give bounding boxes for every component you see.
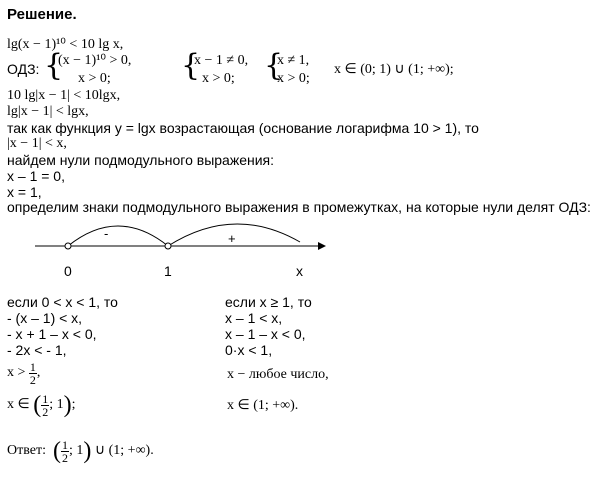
odz-system-1-line-2: x > 0; — [78, 71, 111, 86]
step-2: lg|x − 1| < lgx, — [7, 104, 89, 119]
sign-left: - — [104, 226, 109, 241]
fraction-denominator: 2 — [29, 372, 36, 387]
fraction-half — [29, 361, 37, 386]
function-text: так как функция y = lgx возрастающая (основание логарифма 10 > 1), то — [7, 120, 479, 136]
odz-system-1-line-1: (x − 1)¹⁰ > 0, — [58, 53, 132, 68]
system-brace-2: { — [181, 48, 201, 83]
case-left-line-3: - 2x < - 1, — [7, 342, 67, 358]
answer-line — [7, 433, 154, 469]
odz-label: ОДЗ: — [7, 61, 40, 77]
fraction-denominator: 2 — [61, 450, 68, 465]
case-right-line-1: x – 1 < x, — [225, 310, 283, 326]
case-left-final — [7, 356, 40, 390]
interval-suffix: ; 1 — [49, 397, 64, 412]
equation-1: x – 1 = 0, — [7, 168, 65, 184]
arc-left — [68, 226, 168, 246]
case-left-interval — [7, 388, 75, 422]
case-right-line-3: 0·x < 1, — [225, 342, 273, 358]
odz-system-3-line-1: x ≠ 1, — [277, 53, 310, 68]
label-one: 1 — [164, 263, 172, 279]
case-left-line-1: - (x – 1) < x, — [7, 310, 83, 326]
system-brace-1: { — [44, 48, 64, 83]
final-suffix: , — [36, 365, 41, 380]
fraction-numerator: 1 — [29, 359, 36, 374]
fraction-numerator: 1 — [61, 437, 68, 452]
equation-2: x = 1, — [7, 184, 42, 200]
answer-rest: ; 1 — [68, 443, 84, 458]
point-one — [165, 243, 171, 249]
case-left-line-2: - x + 1 – x < 0, — [7, 326, 97, 342]
step-1: 10 lg|x − 1| < 10lgx, — [7, 88, 121, 103]
label-x: x — [296, 263, 303, 279]
case-right-final: x − любое число, — [227, 367, 329, 382]
fraction-denominator: 2 — [42, 404, 49, 419]
case-right-interval: x ∈ (1; +∞). — [227, 398, 299, 413]
label-zero: 0 — [64, 263, 72, 279]
case-left-title: если 0 < x < 1, то — [7, 294, 118, 310]
odz-system-3-line-2: x > 0; — [277, 71, 310, 86]
final-prefix: x > — [7, 365, 26, 380]
interval-end: ; — [71, 397, 76, 412]
open-paren: ( — [52, 438, 61, 464]
signs-text: определим знаки подмодульного выражения в промежутках, на которые нули делят ОДЗ: — [7, 199, 591, 215]
odz-system-2-line-2: x > 0; — [202, 71, 235, 86]
interval-prefix: x ∈ — [7, 397, 30, 412]
inequality-line: lg(x − 1)¹⁰ < 10 lg x, — [7, 37, 124, 52]
system-brace-3: { — [264, 48, 284, 83]
axis-arrow — [318, 242, 326, 250]
close-paren: ) — [63, 392, 72, 418]
abs-inequality: |x − 1| < x, — [7, 136, 67, 151]
sign-right: + — [228, 231, 236, 246]
point-zero — [65, 243, 71, 249]
close-paren: ) — [83, 438, 92, 464]
answer-label: Ответ: — [7, 443, 46, 458]
case-right-line-2: x – 1 – x < 0, — [225, 326, 306, 342]
zeros-text: найдем нули подмодульного выражения: — [7, 152, 275, 168]
answer-fraction — [61, 439, 69, 464]
odz-system-2-line-1: x − 1 ≠ 0, — [194, 53, 249, 68]
open-paren: ( — [33, 392, 42, 418]
fraction-half-interval — [41, 393, 49, 418]
solution-heading: Решение. — [7, 6, 77, 23]
odz-result: x ∈ (0; 1) ∪ (1; +∞); — [334, 62, 454, 77]
fraction-numerator: 1 — [42, 391, 49, 406]
answer-union: ∪ (1; +∞). — [94, 443, 154, 458]
case-right-title: если x ≥ 1, то — [225, 294, 312, 310]
